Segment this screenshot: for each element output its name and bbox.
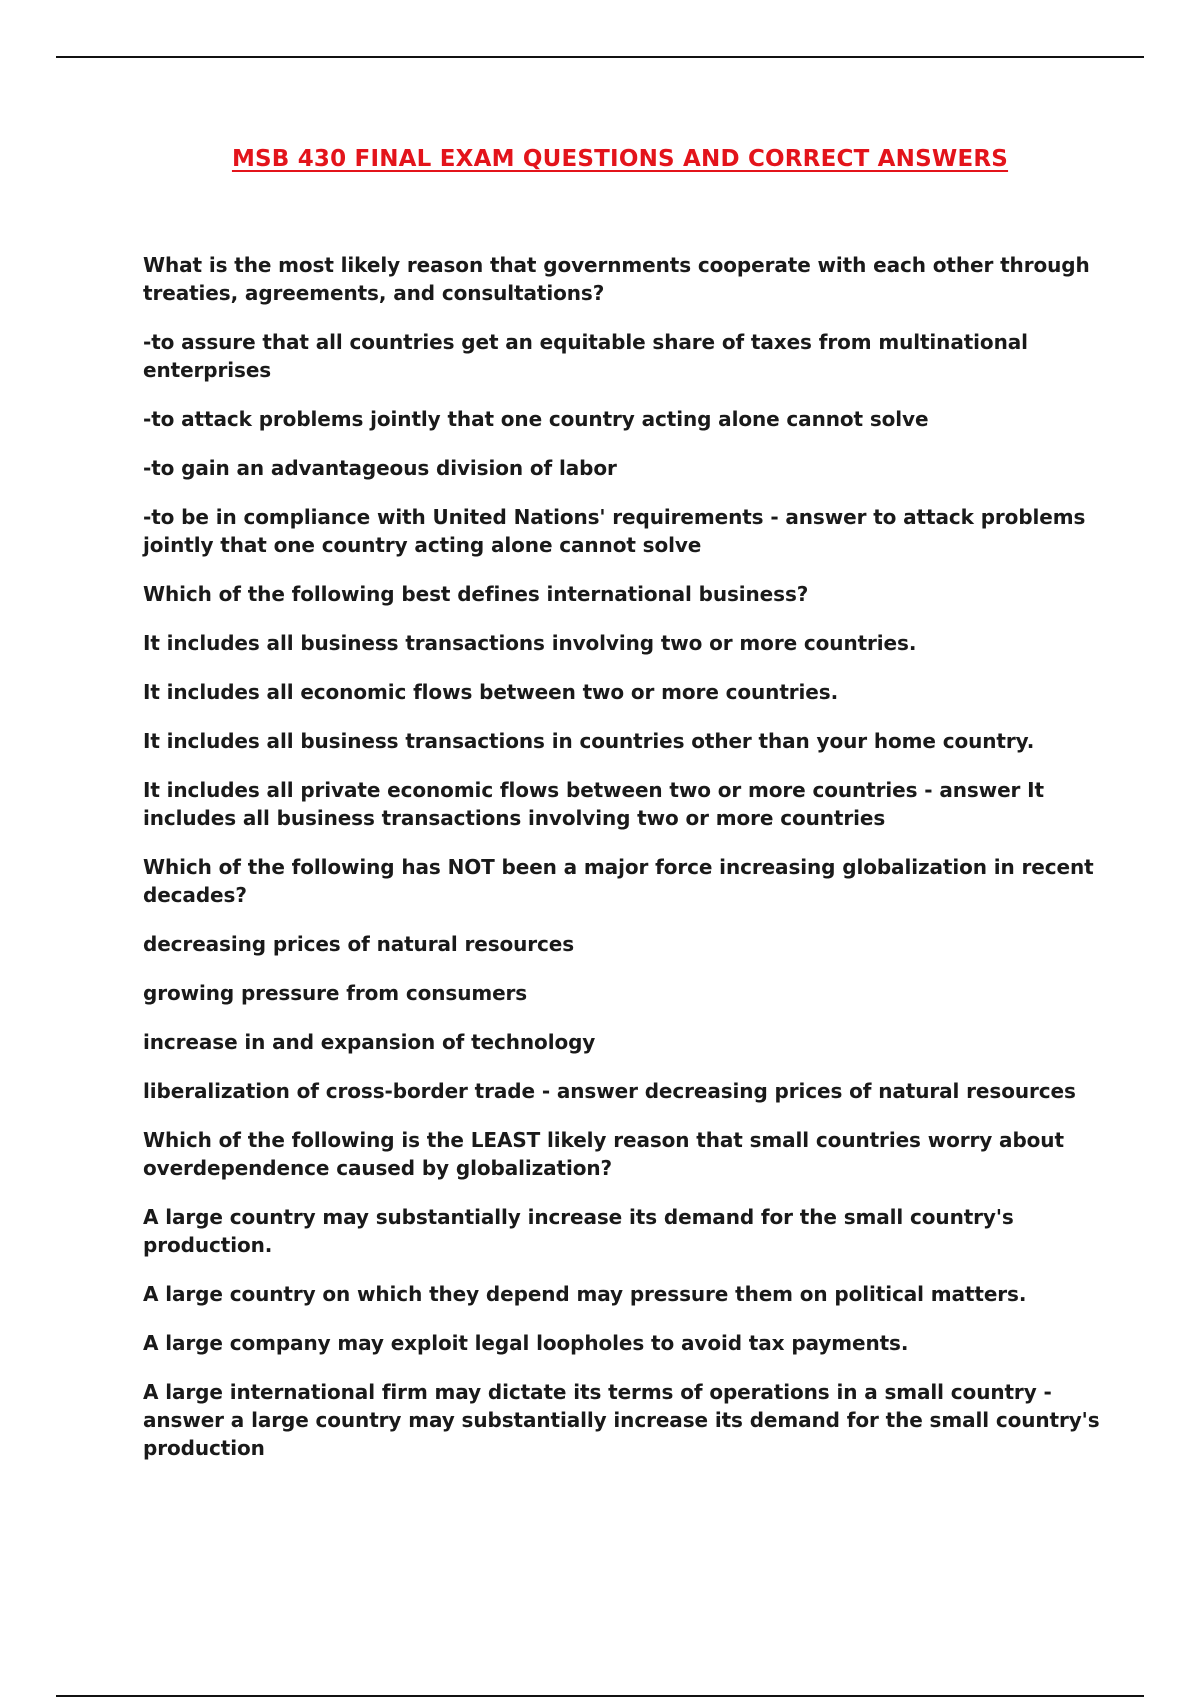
document-title: [0, 146, 1200, 172]
question-1-option-d-answer: -to be in compliance with United Nations' requirements - answer to attack problems jointly that one country acting alone cannot solve: [143, 505, 1086, 557]
question-3-option-c: increase in and expansion of technology: [143, 1030, 596, 1054]
question-3-option-a: decreasing prices of natural resources: [143, 932, 575, 956]
document-body: [143, 251, 1103, 1483]
question-1-option-c: -to gain an advantageous division of labor: [143, 456, 617, 480]
question-4-option-d-answer: A large international firm may dictate its terms of operations in a small country - answer a large country may substantially increase its demand for the small country's production: [143, 1380, 1100, 1460]
top-rule: [56, 56, 1144, 58]
question-3-option-d-answer: liberalization of cross-border trade - answer decreasing prices of natural resources: [143, 1079, 1076, 1103]
question-3: Which of the following has NOT been a major force increasing globalization in recent decades?: [143, 855, 1094, 907]
question-3-option-b: growing pressure from consumers: [143, 981, 528, 1005]
question-2-option-b: It includes all economic flows between two or more countries.: [143, 680, 839, 704]
question-4-option-c: A large company may exploit legal loopholes to avoid tax payments.: [143, 1331, 909, 1355]
question-1: What is the most likely reason that governments cooperate with each other through treaties, agreements, and consultations?: [143, 253, 1090, 305]
document-title-text: MSB 430 FINAL EXAM QUESTIONS AND CORRECT ANSWERS: [231, 146, 1009, 172]
question-2-option-c: It includes all business transactions in countries other than your home country.: [143, 729, 1035, 753]
question-2-option-d-answer: It includes all private economic flows between two or more countries - answer It includes all business transactions involving two or more countries: [143, 778, 1044, 830]
question-2: Which of the following best defines international business?: [143, 582, 809, 606]
question-4-option-a: A large country may substantially increase its demand for the small country's production.: [143, 1205, 1014, 1257]
question-1-option-b: -to attack problems jointly that one country acting alone cannot solve: [143, 407, 929, 431]
bottom-rule: [56, 1695, 1144, 1697]
question-2-option-a: It includes all business transactions involving two or more countries.: [143, 631, 917, 655]
question-4-option-b: A large country on which they depend may pressure them on political matters.: [143, 1282, 1027, 1306]
question-1-option-a: -to assure that all countries get an equitable share of taxes from multinational enterprises: [143, 330, 1028, 382]
question-4: Which of the following is the LEAST likely reason that small countries worry about overdependence caused by globalization?: [143, 1128, 1064, 1180]
